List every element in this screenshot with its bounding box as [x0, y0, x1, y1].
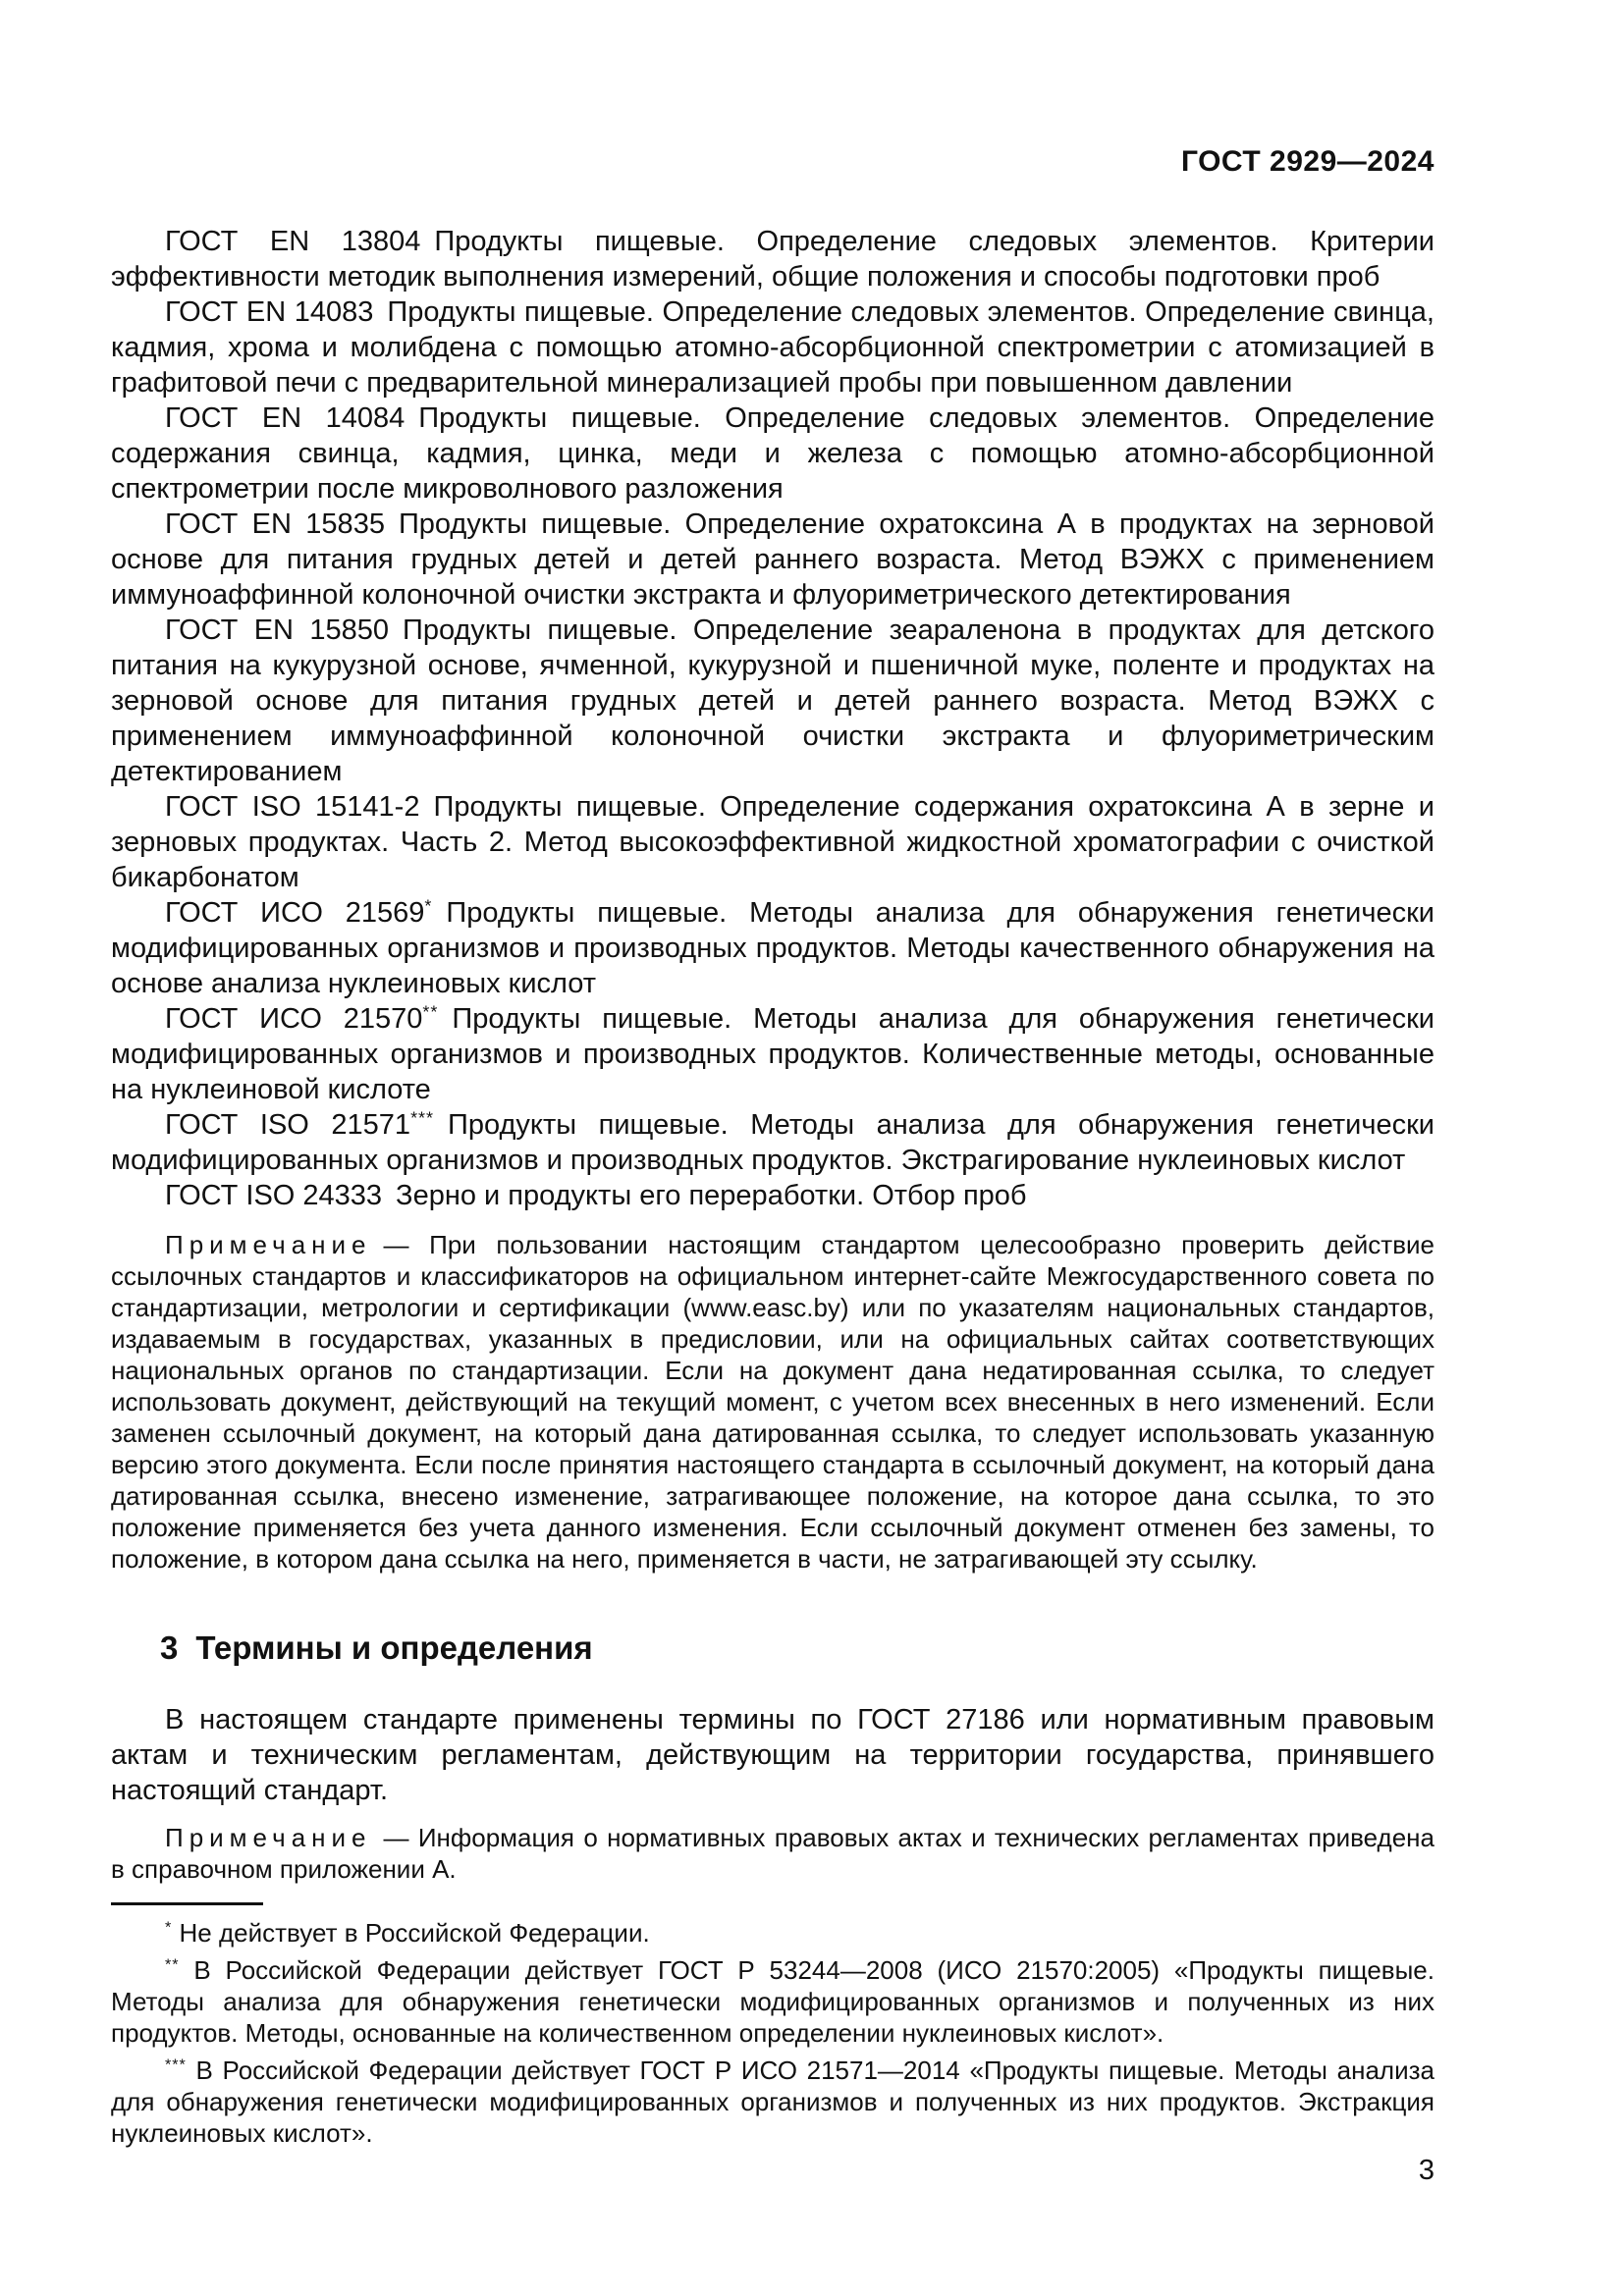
note-text: — При пользовании настоящим стандартом целесообразно проверить действие ссылочных стандартов и классификаторов на официальном интернет-сайте Межгосударственного совета по стандартизации, метрологии и сертификации (www.easc.by) или по указателям национальных стандартов, издаваемым в государствах, указанных в предисловии, или на официальных сайтах соответствующих национальных органов по стандартизации. Если на документ дана недатированная ссылка, то следует использовать документ, действующий на текущий момент, с учетом всех внесенных в него изменений. Если заменен ссылочный документ, на который дана датированная ссылка, то следует использовать указанную версию этого документа. Если после принятия настоящего стандарта в ссылочный документ, на который дана датированная ссылка, внесено изменение, затрагивающее положение, на которое дана ссылка, то это положение применяется без учета данного изменения. Если ссылочный документ отменен без замены, то положение, в котором дана ссылка на него, применяется в части, не затрагивающей эту ссылку. — [111, 1230, 1435, 1574]
note-label: Примечание — [165, 1823, 372, 1852]
reference-text: Продукты пищевые. Определение зеараленона в продуктах для детского питания на кукурузной основе, ячменной, кукурузной и пшеничной муке, поленте и продуктах на зерновой основе для питания грудных детей и детей раннего возраста. Метод ВЭЖХ с применением иммуноаффинной колоночной очистки экстракта и флуориметрическим детектированием — [111, 614, 1435, 787]
terms-note — [111, 1822, 1435, 1885]
doc-code-header: ГОСТ 2929—2024 — [1180, 145, 1435, 178]
reference-item — [111, 789, 1435, 895]
reference-item — [111, 1001, 1435, 1107]
page-number: 3 — [1418, 2155, 1435, 2186]
references-note — [111, 1229, 1435, 1575]
reference-text: Продукты пищевые. Методы анализа для обнаружения генетически модифицированных организмов и производных продуктов. Количественные методы, основанные на нуклеиновой кислоте — [111, 1003, 1435, 1105]
reference-item — [111, 1178, 1435, 1213]
reference-item — [111, 1107, 1435, 1178]
reference-item — [111, 224, 1435, 294]
footnote-text: В Российской Федерации действует ГОСТ Р 53244—2008 (ИСО 21570:2005) «Продукты пищевые. Методы анализа для обнаружения генетически модифицированных организмов и полученных из них продуктов. Методы, основанные на количественном определении нуклеиновых кислот». — [111, 1955, 1435, 2048]
reference-item — [111, 400, 1435, 507]
reference-code: ГОСТ EN 15835 — [165, 508, 385, 540]
reference-text: Продукты пищевые. Методы анализа для обнаружения генетически модифицированных организмов и производных продуктов. Методы качественного обнаружения на основе анализа нуклеиновых кислот — [111, 897, 1435, 999]
footnote-item — [111, 2055, 1435, 2149]
reference-code: ГОСТ EN 15850 — [165, 614, 390, 646]
section-heading-terms — [111, 1628, 1435, 1669]
reference-code: ГОСТ EN 13804 — [165, 226, 421, 257]
reference-item — [111, 507, 1435, 613]
footnote-marker: *** — [165, 2056, 187, 2074]
section-title: Термины и определения — [195, 1629, 593, 1666]
footnote-item — [111, 1917, 1435, 1949]
reference-item — [111, 613, 1435, 789]
footnote-item — [111, 1954, 1435, 2049]
footnote-marker: * — [165, 1918, 173, 1937]
note-text: — Информация о нормативных правовых актах и технических регламентах приведена в справочном приложении А. — [111, 1823, 1435, 1884]
reference-text: Продукты пищевые. Определение следовых элементов. Определение содержания свинца, кадмия, цинка, меди и железа с помощью атомно-абсорбционной спектрометрии после микроволнового разложения — [111, 402, 1435, 505]
reference-text: Зерно и продукты его переработки. Отбор проб — [396, 1180, 1027, 1211]
reference-text: Продукты пищевые. Методы анализа для обнаружения генетически модифицированных организмов и производных продуктов. Экстрагирование нуклеиновых кислот — [111, 1109, 1435, 1176]
reference-code: ГОСТ ISO 21571 — [165, 1109, 411, 1141]
reference-code: ГОСТ EN 14084 — [165, 402, 406, 434]
reference-footnote-marker: ** — [422, 1001, 439, 1022]
footnote-text: Не действует в Российской Федерации. — [179, 1918, 650, 1948]
reference-footnote-marker: * — [424, 895, 433, 916]
footnote-text: В Российской Федерации действует ГОСТ Р ИСО 21571—2014 «Продукты пищевые. Методы анализа для обнаружения генетически модифицированных организмов и полученных из них продуктов. Экстракция нуклеиновых кислот». — [111, 2056, 1435, 2148]
reference-item — [111, 895, 1435, 1001]
footnotes-block — [111, 1917, 1435, 2149]
reference-code: ГОСТ ИСО 21570 — [165, 1003, 423, 1035]
reference-code: ГОСТ ISO 15141-2 — [165, 791, 420, 823]
note-label: Примечание — [165, 1230, 372, 1259]
section-number: 3 — [160, 1629, 179, 1666]
reference-code: ГОСТ EN 14083 — [165, 296, 374, 328]
reference-text: Продукты пищевые. Определение следовых элементов. Определение свинца, кадмия, хрома и молибдена с помощью атомно-абсорбционной спектрометрии с атомизацией в графитовой печи с предварительной минерализацией пробы при повышенном давлении — [111, 296, 1435, 399]
reference-item — [111, 294, 1435, 400]
reference-text: Продукты пищевые. Определение охратоксина А в продуктах на зерновой основе для питания грудных детей и детей раннего возраста. Метод ВЭЖХ с применением иммуноаффинной колоночной очистки экстракта и флуориметрического детектирования — [111, 508, 1435, 611]
normative-references-list — [111, 224, 1435, 1213]
section-paragraph: В настоящем стандарте применены термины по ГОСТ 27186 или нормативным правовым актам и техническим регламентам, действующим на территории государства, принявшего настоящий стандарт. — [111, 1704, 1435, 1806]
reference-code: ГОСТ ИСО 21569 — [165, 897, 425, 929]
footnote-marker: ** — [165, 1955, 180, 1974]
reference-text: Продукты пищевые. Определение содержания охратоксина А в зерне и зерновых продуктах. Часть 2. Метод высокоэффективной жидкостной хроматографии с очисткой бикарбонатом — [111, 791, 1435, 893]
reference-text: Продукты пищевые. Определение следовых элементов. Критерии эффективности методик выполнения измерений, общие положения и способы подготовки проб — [111, 226, 1435, 293]
reference-code: ГОСТ ISO 24333 — [165, 1180, 383, 1211]
reference-footnote-marker: *** — [410, 1107, 435, 1128]
footnote-separator — [111, 1902, 263, 1905]
